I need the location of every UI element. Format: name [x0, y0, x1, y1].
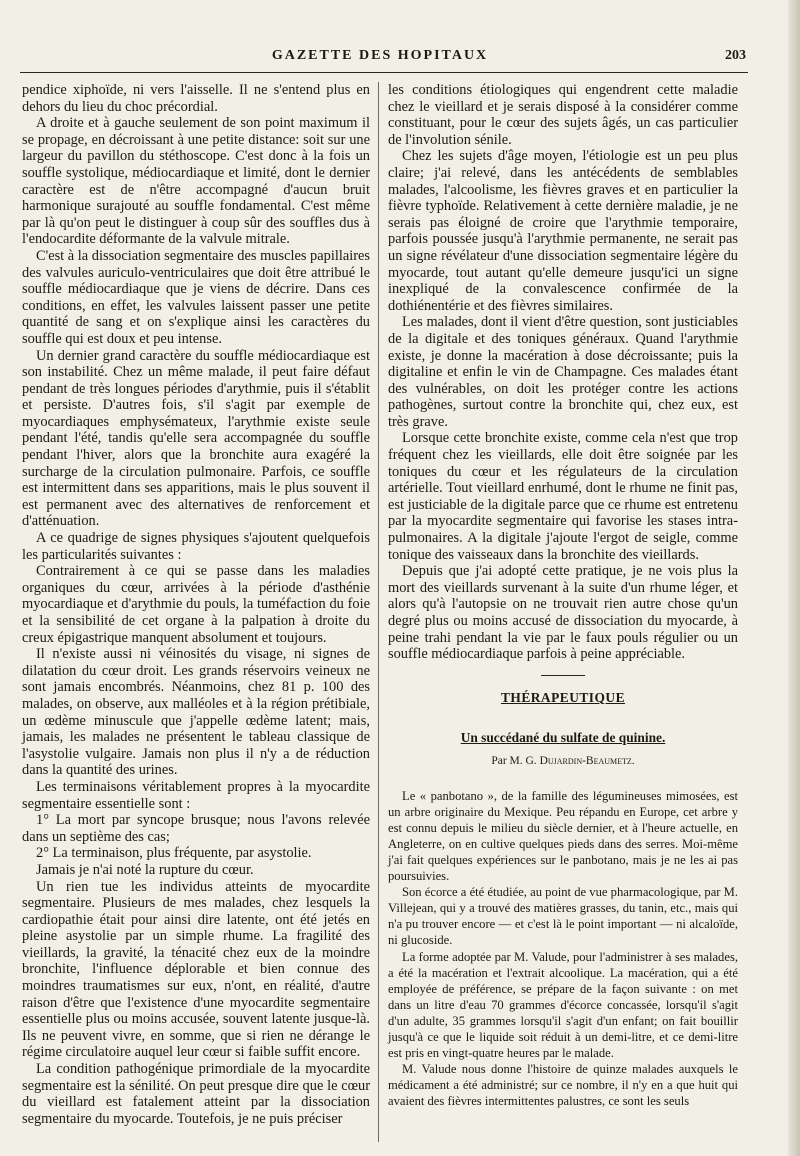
- header-rule: [20, 72, 748, 73]
- paragraph: Chez les sujets d'âge moyen, l'étiologie est un peu plus claire; j'ai relevé, dans les antécédents de semblables malades, l'alcoolisme, les fièvres graves et en particulier la fièvre typhoïde. Relativement à cette dernière maladie, je ne serais pas éloigné de croire que l'arythmie temporaire, parfois poussée jusqu'à l'arythmie permanente, ne serait pas un signe révélateur d'une dissociation segmentaire légère du myocarde, tout autant qu'elle demeure jusqu'ici un signe inexpliqué de la convalescence confirmée de la dothiénentérie et des fièvres similaires.: [388, 148, 738, 314]
- paragraph: Depuis que j'ai adopté cette pratique, je ne vois plus la mort des vieillards survenant à la suite d'un rhume léger, et alors qu'à l'autopsie on ne trouvait rien autre chose qu'un degré plus ou moins accusé de dissociation du myocarde, à peine trahi pendant la vie par le faux pouls régulier ou un souffle médiocardiaque parfois à peine appréciable.: [388, 563, 738, 663]
- paragraph: Il n'existe aussi ni véinosités du visage, ni signes de dilatation du cœur droit. Les grands réservoirs veineux ne sont jamais encombrés. Néanmoins, chez 81 p. 100 des malades, on observe, aux malléoles et à la région prétibiale, un œdème minuscule que j'appelle œdème latent; mais, jamais, les malades ne présentent le tableau classique de l'asystolie vulgaire. Jamais non plus il n'y a de réduction dans la quantité des urines.: [22, 646, 370, 779]
- left-column: [22, 82, 370, 1127]
- column-divider: [378, 82, 379, 1142]
- paragraph: Le « panbotano », de la famille des légumineuses mimosées, est un arbre originaire du Mexique. Peu répandu en Europe, cet arbre y est connu depuis le milieu du siècle dernier, et à l'heure actuelle, en Angleterre, on en cultive quelques pieds dans des serres. Moi-même j'ai fait quelques expériences sur le panbotano, mais je ne les ai pas poursuivies.: [388, 788, 738, 884]
- paragraph: 2° La terminaison, plus fréquente, par asystolie.: [36, 845, 312, 862]
- paragraph: pendice xiphoïde, ni vers l'aisselle. Il ne s'entend plus en dehors du lieu du choc précordial.: [22, 82, 370, 115]
- article-author: [388, 753, 738, 770]
- right-column: [388, 82, 738, 1109]
- paragraph: les conditions étiologiques qui engendrent cette maladie chez le vieillard et je serais disposé à la considérer comme constituant, pour le cœur des sujets âgés, un cas particulier de l'involution sénile.: [388, 82, 738, 148]
- article-body: [388, 788, 738, 1110]
- paragraph: 1° La mort par syncope brusque; nous l'avons relevée dans un septième des cas;: [22, 812, 370, 845]
- paragraph: La forme adoptée par M. Valude, pour l'administrer à ses malades, a été la macération et l'extrait alcoolique. La macération, qui a été employée de préférence, se prépare de la façon suivante : on met dans un litre d'eau 70 grammes d'écorce concassée, lorsqu'il s'agit d'un adulte, 35 grammes lorsqu'il s'agit d'un enfant; on fait bouillir jusqu'à ce que le liquide soit réduit à un demi-litre, et ce demi-litre est pris en vingt-quatre heures par le malade.: [388, 949, 738, 1061]
- author-name: Dujardin-Beaumetz.: [539, 754, 635, 767]
- paragraph: Son écorce a été étudiée, au point de vue pharmacologique, par M. Villejean, qui y a trouvé des matières grasses, du tanin, etc., mais qui n'a pu trouver encore — et c'est là le point important — ni alcaloïde, ni glucoside.: [388, 885, 738, 948]
- page-edge: [788, 0, 800, 1156]
- page-number: 203: [725, 48, 746, 63]
- paragraph: A droite et à gauche seulement de son point maximum il se propage, en décroissant à une petite distance: soit sur une largeur du pavillon du stéthoscope. C'est donc à la fois un souffle systolique, médiocardiaque et limité, dont le dernier caractère est de n'être accompagné d'aucun bruit harmonique surajouté au souffle fondamental. C'est même par là qu'on peut le distinguer à coup sûr des souffles dus à l'endocardite déformante de la valvule mitrale.: [22, 115, 370, 248]
- paragraph: C'est à la dissociation segmentaire des muscles papillaires des valvules auriculo-ventriculaires que doit être attribué le souffle médiocardiaque que je viens de décrire. Dans ces conditions, en effet, les valvules laissent passer une petite quantité de sang et on s'explique ainsi les caractères du souffle qui est doux et peu intense.: [22, 247, 370, 347]
- paragraph: M. Valude nous donne l'histoire de quinze malades auxquels le médicament a été administré; sur ce nombre, il n'y en a que huit qui avaient des fièvres intermittentes palustres, ce sont les seuls: [388, 1062, 738, 1109]
- paragraph: Un rien tue les individus atteints de myocardite segmentaire. Plusieurs de mes malades, chez lesquels la cardiopathie était pour ainsi dire latente, ont été jetés en pleine asystolie par un simple rhume. La fragilité des vieillards, la gravité, la ténacité chez eux de la moindre bronchite, l'influence déplorable et bien connue des moindres traumatismes sur eux, n'ont, en réalité, d'autre raison d'être que l'existence d'une myocardite segmentaire essentielle plus ou moins accusée, souvent latente jusque-là. Ils ne peuvent vivre, en somme, que si rien ne dérange le régime circulatoire auquel leur cœur si faible suffit encore.: [22, 878, 370, 1061]
- journal-title: GAZETTE DES HOPITAUX: [271, 48, 489, 63]
- page-header: [20, 48, 746, 68]
- section-title: THÉRAPEUTIQUE: [500, 689, 626, 705]
- section-rule: [541, 675, 585, 676]
- paragraph: Contrairement à ce qui se passe dans les maladies organiques du cœur, arrivées à la période d'asthénie myocardiaque et d'arythmie du pouls, la tuméfaction du foie et la sensibilité de cet organe à la palpation à droite du creux épigastrique manquent absolument et toujours.: [22, 563, 370, 646]
- paragraph: Jamais je n'ai noté la rupture du cœur.: [36, 861, 254, 878]
- article-title: Un succédané du sulfate de quinine.: [460, 730, 666, 746]
- paragraph: A ce quadrige de signes physiques s'ajoutent quelquefois les particularités suivantes :: [22, 530, 370, 563]
- paragraph: Les malades, dont il vient d'être question, sont justiciables de la digitale et des toniques généraux. Quand l'arythmie existe, je donne la macération à dose décroissante; puis la digitaline et enfin le vin de Champagne. Ces malades étant des vulnérables, on doit les protéger contre les actions pathogènes, surtout contre la bronchite qui, chez eux, est très grave.: [388, 314, 738, 430]
- author-prefix: Par M. G.: [491, 754, 537, 767]
- paragraph: La condition pathogénique primordiale de la myocardite segmentaire est la sénilité. On peut presque dire que le cœur du vieillard est fatalement atteint par la dissociation segmentaire du myocarde. Toutefois, je ne puis préciser: [22, 1061, 370, 1127]
- paragraph: Un dernier grand caractère du souffle médiocardiaque est son instabilité. Chez un même malade, il peut faire défaut pendant de très longues périodes d'arythmie, puis il s'établit et persiste. D'autres fois, s'il s'agit par exemple de myocardiaques emphysémateux, l'arythmie existe seule pendant l'été, tandis qu'elle sera accompagnée du souffle pendant l'hiver, alors que la bronchite aura exagéré la surcharge de la circulation pulmonaire. Parfois, ce souffle est intermittent dans ses apparitions, mais le plus souvent il est permanent avec des alternatives de renforcement et d'atténuation.: [22, 347, 370, 530]
- paragraph: Lorsque cette bronchite existe, comme cela n'est que trop fréquent chez les vieillards, elle doit être soignée par les toniques du cœur et les régulateurs de la circulation artérielle. Tout vieillard enrhumé, dont le rhume ne finit pas, est justiciable de la digitale parce que ce rhume est entretenu par la myocardite segmentaire qui favorise les stases intra-pulmonaires. A la digitale j'ajoute l'ergot de seigle, comme tonique des vaisseaux dans la bronchite des vieillards.: [388, 430, 738, 563]
- paragraph: Les terminaisons véritablement propres à la myocardite segmentaire essentielle sont :: [22, 778, 370, 812]
